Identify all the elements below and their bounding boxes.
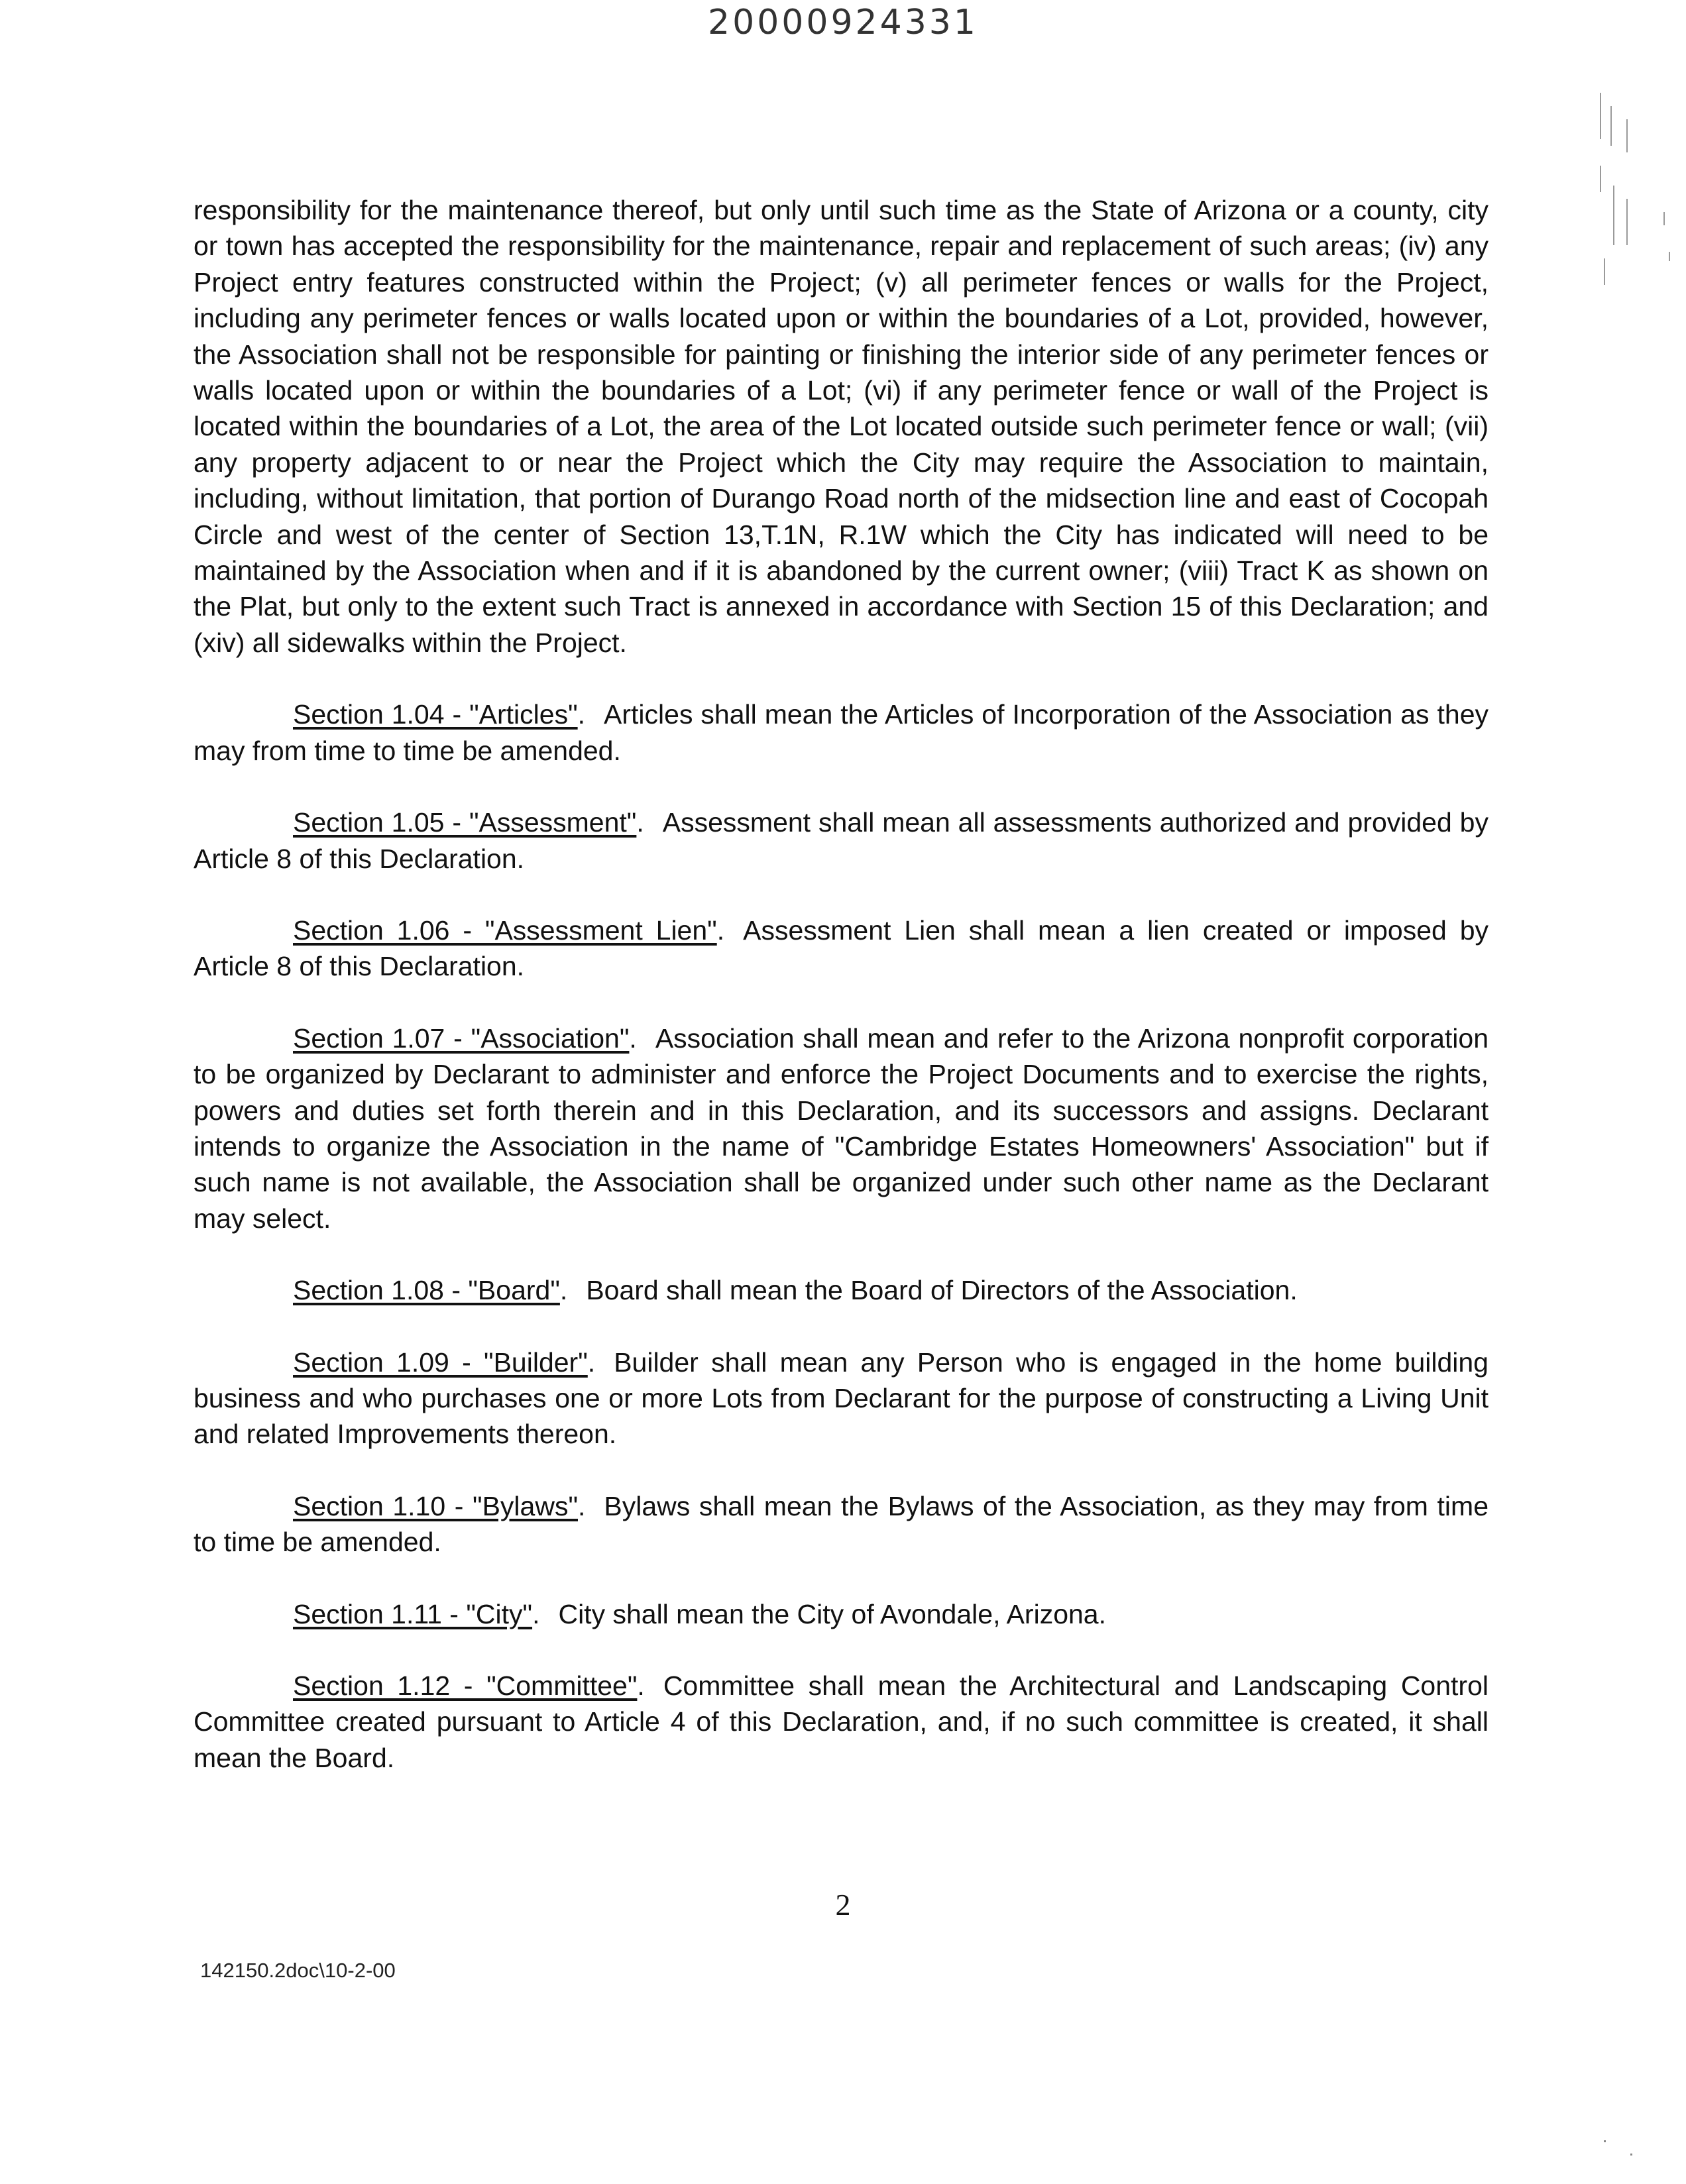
section-text: Assessment Lien shall mean a lien created or imposed by Article 8 of this Declaration. bbox=[194, 914, 1489, 982]
section-1-04: Section 1.04 - "Articles". Articles shall mean the Articles of Incorporation of the Association as they may from time to time be amended. bbox=[194, 699, 1489, 766]
section-heading: Section 1.09 - "Builder" bbox=[293, 1346, 588, 1378]
section-1-12: Section 1.12 - "Committee". Committee shall mean the Architectural and Landscaping Control Committee created pursuant to Article 4 of this Declaration, and, if no such committee is created, it shall mean the Board. bbox=[194, 1670, 1489, 1773]
section-heading: Section 1.12 - "Committee" bbox=[293, 1670, 638, 1701]
page-number: 2 bbox=[835, 1888, 851, 1922]
section-1-09: Section 1.09 - "Builder". Builder shall mean any Person who is engaged in the home building business and who purchases one or more Lots from Declarant for the purpose of constructing a Living Unit and related Improvements thereon. bbox=[194, 1346, 1489, 1450]
section-text: Committee shall mean the Architectural and Landscaping Control Committee created pursuant to Article 4 of this Declaration, and, if no such committee is created, it shall mean the Board. bbox=[194, 1670, 1489, 1773]
section-text: Association shall mean and refer to the Arizona nonprofit corporation to be organized by Declarant to administer and enforce the Project Documents and to exercise the rights, powers and duties set forth therein and in this Declaration, and its successors and assigns. Declarant intends to organize the Association in the name of "Cambridge Estates Homeowners' Association" but if such name is not available, the Association shall be organized under such other name as the Declarant may select. bbox=[194, 1022, 1489, 1234]
document-body bbox=[194, 192, 1489, 1812]
section-1-07: Section 1.07 - "Association". Association shall mean and refer to the Arizona nonprofit corporation to be organized by Declarant to administer and enforce the Project Documents and to exercise the rights, powers and duties set forth therein and in this Declaration, and its successors and assigns. Declarant intends to organize the Association in the name of "Cambridge Estates Homeowners' Association" but if such name is not available, the Association shall be organized under such other name as the Declarant may select. bbox=[194, 1022, 1489, 1234]
section-text: Bylaws shall mean the Bylaws of the Association, as they may from time to time be amended. bbox=[194, 1490, 1489, 1558]
section-1-06: Section 1.06 - "Assessment Lien". Assessment Lien shall mean a lien created or imposed by Article 8 of this Declaration. bbox=[194, 914, 1489, 982]
section-1-08: Section 1.08 - "Board". Board shall mean the Board of Directors of the Association. bbox=[293, 1275, 1298, 1306]
section-text: Builder shall mean any Person who is engaged in the home building business and who purchases one or more Lots from Declarant for the purpose of constructing a Living Unit and related Improvements thereon. bbox=[194, 1346, 1489, 1450]
section-1-11: Section 1.11 - "City". City shall mean the City of Avondale, Arizona. bbox=[293, 1598, 1106, 1629]
document-number: 20000924331 bbox=[708, 3, 978, 42]
section-1-10: Section 1.10 - "Bylaws". Bylaws shall mean the Bylaws of the Association, as they may from time to time be amended. bbox=[194, 1490, 1489, 1558]
footer-file-code: 142150.2doc\10-2-00 bbox=[200, 1959, 396, 1982]
section-heading: Section 1.04 - "Articles" bbox=[293, 699, 578, 730]
section-heading: Section 1.11 - "City" bbox=[293, 1598, 533, 1629]
section-text: Articles shall mean the Articles of Incorporation of the Association as they may from time to time be amended. bbox=[194, 699, 1489, 766]
section-heading: Section 1.08 - "Board" bbox=[293, 1275, 560, 1306]
scan-corner-marks bbox=[1591, 2134, 1657, 2173]
scan-artifact-marks bbox=[1591, 93, 1670, 292]
section-heading: Section 1.05 - "Assessment" bbox=[293, 807, 637, 838]
section-text: City shall mean the City of Avondale, Arizona. bbox=[558, 1598, 1106, 1629]
section-text: Assessment shall mean all assessments authorized and provided by Article 8 of this Declaration. bbox=[194, 807, 1489, 874]
intro-paragraph: responsibility for the maintenance thereof, but only until such time as the State of Arizona or a county, city or town has accepted the responsibility for the maintenance, repair and replacement of such areas; (iv) any Project entry features constructed within the Project; (v) all perimeter fences or walls for the Project, including any perimeter fences or walls located upon or within the boundaries of a Lot, provided, however, the Association shall not be responsible for painting or finishing the interior side of any perimeter fences or walls located upon or within the boundaries of a Lot; (vi) if any perimeter fence or wall of the Project is located within the boundaries of a Lot, the area of the Lot located outside such perimeter fence or wall; (vii) any property adjacent to or near the Project which the City may require the Association to maintain, including, without limitation, that portion of Durango Road north of the midsection line and east of Cocopah Circle and west of the center of Section 13,T.1N, R.1W which the City has indicated will need to be maintained by the Association when and if it is abandoned by the current owner; (viii) Tract K as shown on the Plat, but only to the extent such Tract is annexed in accordance with Section 15 of this Declaration; and (xiv) all sidewalks within the Project. bbox=[194, 195, 1489, 658]
section-heading: Section 1.10 - "Bylaws" bbox=[293, 1490, 578, 1521]
section-heading: Section 1.06 - "Assessment Lien" bbox=[293, 914, 717, 946]
section-text: Board shall mean the Board of Directors of the Association. bbox=[586, 1275, 1298, 1306]
section-1-05: Section 1.05 - "Assessment". Assessment shall mean all assessments authorized and provided by Article 8 of this Declaration. bbox=[194, 807, 1489, 874]
section-heading: Section 1.07 - "Association" bbox=[293, 1022, 630, 1054]
